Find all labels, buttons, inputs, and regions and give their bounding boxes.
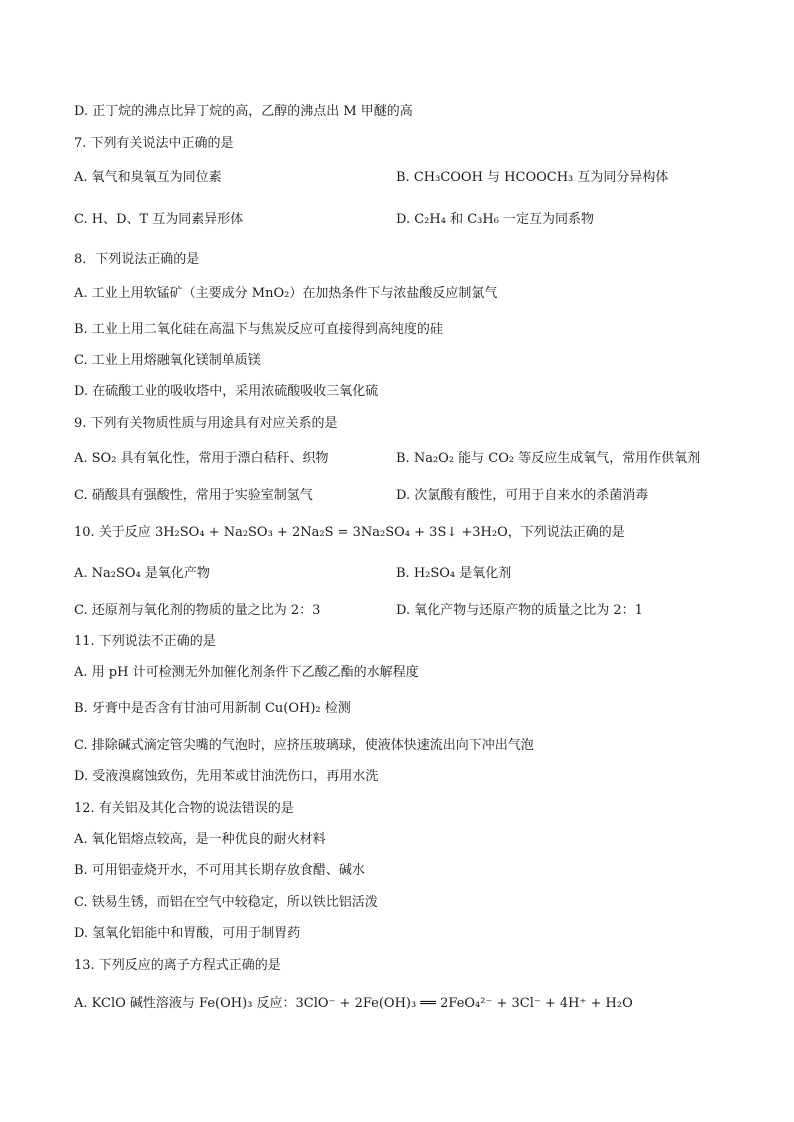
q8-option-d: D. 在硫酸工业的吸收塔中，采用浓硫酸吸收三氧化硫	[74, 384, 379, 399]
q8-option-c: C. 工业上用熔融氧化镁制单质镁	[74, 353, 261, 368]
q9-option-a: A. SO₂ 具有氧化性，常用于漂白秸秆、织物	[74, 451, 329, 466]
q11-option-d: D. 受液溴腐蚀致伤，先用苯或甘油洗伤口，再用水洗	[74, 769, 379, 784]
q13-stem: 13. 下列反应的离子方程式正确的是	[74, 958, 281, 973]
q11-stem: 11. 下列说法不正确的是	[74, 634, 216, 649]
q10-option-c: C. 还原剂与氧化剂的物质的量之比为 2：3	[74, 603, 321, 618]
q12-option-d: D. 氢氧化铝能中和胃酸，可用于制胃药	[74, 926, 301, 941]
q7-option-b: B. CH₃COOH 与 HCOOCH₃ 互为同分异构体	[396, 170, 669, 185]
q12-option-b: B. 可用铝壶烧开水，不可用其长期存放食醋、碱水	[74, 863, 365, 878]
q7-option-d: D. C₂H₄ 和 C₃H₆ 一定互为同系物	[396, 212, 595, 227]
q12-stem: 12. 有关铝及其化合物的说法错误的是	[74, 801, 294, 816]
q10-option-a: A. Na₂SO₄ 是氧化产物	[74, 566, 210, 581]
q11-option-c: C. 排除碱式滴定管尖嘴的气泡时，应挤压玻璃球，使液体快速流出向下冲出气泡	[74, 738, 534, 753]
q10-option-d: D. 氧化产物与还原产物的质量之比为 2：1	[396, 603, 643, 618]
q7-stem: 7. 下列有关说法中正确的是	[74, 136, 234, 151]
q10-stem: 10. 关于反应 3H₂SO₄ + Na₂SO₃ + 2Na₂S = 3Na₂SO₄ + 3S↓ +3H₂O，下列说法正确的是	[74, 525, 625, 540]
q8-stem: 8．下列说法正确的是	[74, 252, 200, 267]
q9-option-b: B. Na₂O₂ 能与 CO₂ 等反应生成氧气，常用作供氧剂	[396, 451, 701, 466]
q10-option-b: B. H₂SO₄ 是氧化剂	[396, 566, 512, 581]
q7-option-a: A. 氧气和臭氧互为同位素	[74, 170, 222, 185]
q6-option-d: D. 正丁烷的沸点比异丁烷的高，乙醇的沸点出 M 甲醚的高	[74, 104, 413, 119]
q8-option-b: B. 工业上用二氧化硅在高温下与焦炭反应可直接得到高纯度的硅	[74, 322, 443, 337]
q12-option-c: C. 铁易生锈，而铝在空气中较稳定，所以铁比铝活泼	[74, 895, 378, 910]
q12-option-a: A. 氧化铝熔点较高，是一种优良的耐火材料	[74, 832, 326, 847]
q11-option-b: B. 牙膏中是否含有甘油可用新制 Cu(OH)₂ 检测	[74, 701, 351, 716]
q9-option-d: D. 次氯酸有酸性，可用于自来水的杀菌消毒	[396, 488, 649, 503]
q7-option-c: C. H、D、T 互为同素异形体	[74, 212, 244, 227]
q13-option-a: A. KClO 碱性溶液与 Fe(OH)₃ 反应：3ClO⁻ + 2Fe(OH)₃ ══ 2FeO₄²⁻ + 3Cl⁻ + 4H⁺ + H₂O	[74, 996, 633, 1011]
q8-option-a: A. 工业上用软锰矿（主要成分 MnO₂）在加热条件下与浓盐酸反应制氯气	[74, 286, 498, 301]
q9-stem: 9. 下列有关物质性质与用途具有对应关系的是	[74, 416, 338, 431]
q9-option-c: C. 硝酸具有强酸性，常用于实验室制氢气	[74, 488, 313, 503]
q11-option-a: A. 用 pH 计可检测无外加催化剂条件下乙酸乙酯的水解程度	[74, 665, 419, 680]
